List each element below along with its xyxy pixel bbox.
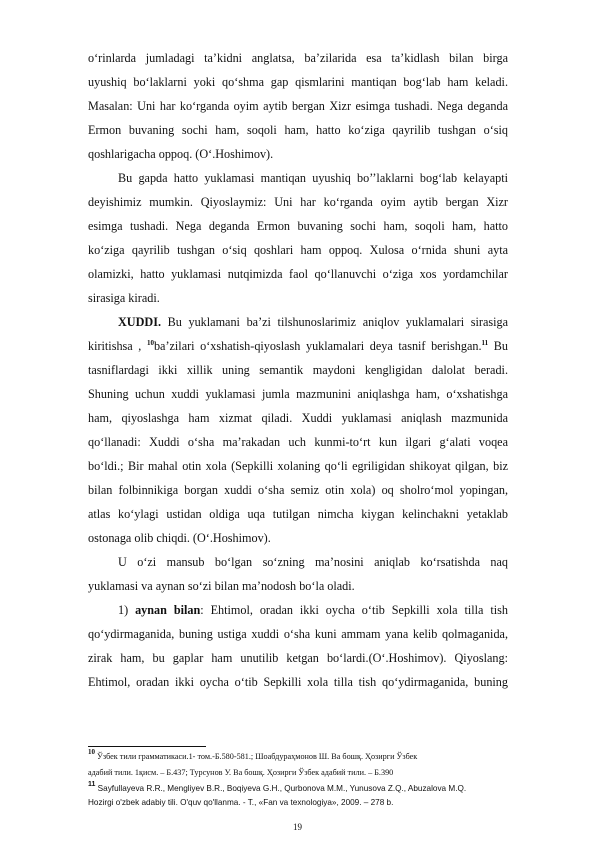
text-line: tasniflardagi ikki xillik uning semantik maydoni kengligidan dalolat beradi. xyxy=(88,363,508,377)
text-line: uyushiq bo‘laklarni yoki qo‘shma gap qismlarini mantiqan bog‘lab ham keladi. xyxy=(88,75,508,89)
text-line: ostonaga olib chiqdi. (O‘.Hoshimov). xyxy=(88,531,271,545)
footnote-11 xyxy=(88,781,508,794)
text-line: Bu gapda hatto yuklamasi mantiqan uyushiq bo’’laklarni bog‘lab kelayapti xyxy=(118,171,508,185)
footnote-text: Ўзбек тили грамматикаси.1- том.-Б.580-581.; Шоабдураҳмонов Ш. Ва бошқ. Ҳозирги Ўзбек xyxy=(95,752,418,761)
text-line: ko‘ziga qayrilib tushgan o‘siq qoshlari ham oppoq. Xulosa o‘rnida shuni ayta xyxy=(88,243,508,257)
text-line: bo‘ldi.; Bir mahal otin xola (Sepkilli xolaning qo‘li egriligidan shikoyat qilgan, biz xyxy=(88,459,508,473)
text-span: ba’zilari o‘xshatish-qiyoslash yuklamalari deya tasnif berishgan. xyxy=(153,339,482,353)
text-line: Ermon buvaning sochi ham, soqoli ham, hatto ko‘ziga qayrilib tushgan o‘siq xyxy=(88,123,508,137)
text-line: qo‘llanadi: Xuddi o‘sha ma’rakadan uch kunmi-to‘rt kun ilgari g‘alati voqea xyxy=(88,435,508,449)
xuddi-term: XUDDI. xyxy=(118,315,161,329)
text-line: bilan folbinnikiga borgan xuddi o‘sha semiz otin xola) oq sholro‘mol yopingan, xyxy=(88,483,508,497)
text-span: kiritishsa , xyxy=(88,339,147,353)
text-line: o‘rinlarda jumladagi ta’kidni anglatsa, ba’zilarida esa ta’kidlash bilan birga xyxy=(88,51,508,65)
footnote-number: 10 xyxy=(88,748,95,756)
list-item-1 xyxy=(118,603,508,618)
text-line: yuklamasi va aynan so‘zi bilan ma’nodosh bo‘la oladi. xyxy=(88,579,355,593)
text-line: ham, qiyoslashga ham xizmat qiladi. Xuddi yuklamasi aniqlash mazmunida xyxy=(88,411,508,425)
text-span: : Ehtimol, oradan ikki oycha o‘tib Sepkilli xola tilla tish xyxy=(200,603,508,617)
xuddi-paragraph-start xyxy=(118,315,508,330)
text-line: Ehtimol, oradan ikki oycha o‘tib Sepkilli xola tilla tish qo‘ydirmaganida, buning xyxy=(88,675,508,689)
footnote-divider xyxy=(88,746,206,747)
text-line: qoshlarigacha oppoq. (O‘.Hoshimov). xyxy=(88,147,274,161)
aynan-term: aynan bilan xyxy=(135,603,201,617)
list-number: 1) xyxy=(118,603,136,617)
text-line: olamizki, hatto yuklamasi nutqimizda faol qo‘llanuvchi o‘ziga xos yordamchilar xyxy=(88,267,508,281)
text-line: esimga tushadi. Nega deganda Ermon buvaning sochi ham, soqoli ham, hatto xyxy=(88,219,508,233)
footnote-10-cont: адабий тили. 1қисм. – Б.437; Турсунов У. Ва бошқ. Ҳозирги Ўзбек адабий тили. – Б.390 xyxy=(88,768,394,777)
text-line: zirak ham, bu gaplar ham unutilib ketgan bo‘lardi.(O‘.Hoshimov). Qiyoslang: xyxy=(88,651,508,665)
footnote-10 xyxy=(88,748,508,762)
text-line: Shuning uchun xuddi yuklamasi jumla mazmunini aniqlashga ham, o‘xshatishga xyxy=(88,387,508,401)
text-line: deyishimiz mumkin. Qiyoslaymiz: Uni har ko‘rganda oyim aytib bergan Xizr xyxy=(88,195,508,209)
footnote-text: Sayfullayeva R.R., Mengliyev B.R., Boqiyeva G.H., Qurbonova M.M., Yunusova Z.Q., Abuzalova M.Q. xyxy=(95,784,467,793)
text-line: atlas ko‘ylagi ustidan oldiga uqa tutilgan nimcha kiygan kelinchakni yetaklab xyxy=(88,507,508,521)
footnote-ref-10[interactable]: 10 xyxy=(146,339,154,347)
text-line-with-footnotes xyxy=(88,339,508,354)
text-span: Bu xyxy=(488,339,508,353)
text-line: Masalan: Uni har ko‘rganda oyim aytib bergan Xizr esimga tushadi. Nega deganda xyxy=(88,99,508,113)
text-span: Bu yuklamani ba’zi tilshunoslarimiz aniqlov yuklamalari sirasiga xyxy=(161,315,508,329)
footnote-ref-11[interactable]: 11 xyxy=(481,339,489,347)
page-number: 19 xyxy=(293,822,302,832)
footnote-11-cont: Hozirgi o'zbek adabiy tili. O'quv qo'llanma. - T., «Fan va texnologiya», 2009. – 278 b. xyxy=(88,798,394,807)
text-line: U o‘zi mansub bo‘lgan so‘zning ma’nosini aniqlab ko‘rsatishda naq xyxy=(118,555,508,569)
text-line: sirasiga kiradi. xyxy=(88,291,160,305)
text-line: qo‘ydirmaganida, buning ustiga xuddi o‘sha kuni ammam yana kelib qolmaganida, xyxy=(88,627,508,641)
footnote-number: 11 xyxy=(88,781,96,788)
